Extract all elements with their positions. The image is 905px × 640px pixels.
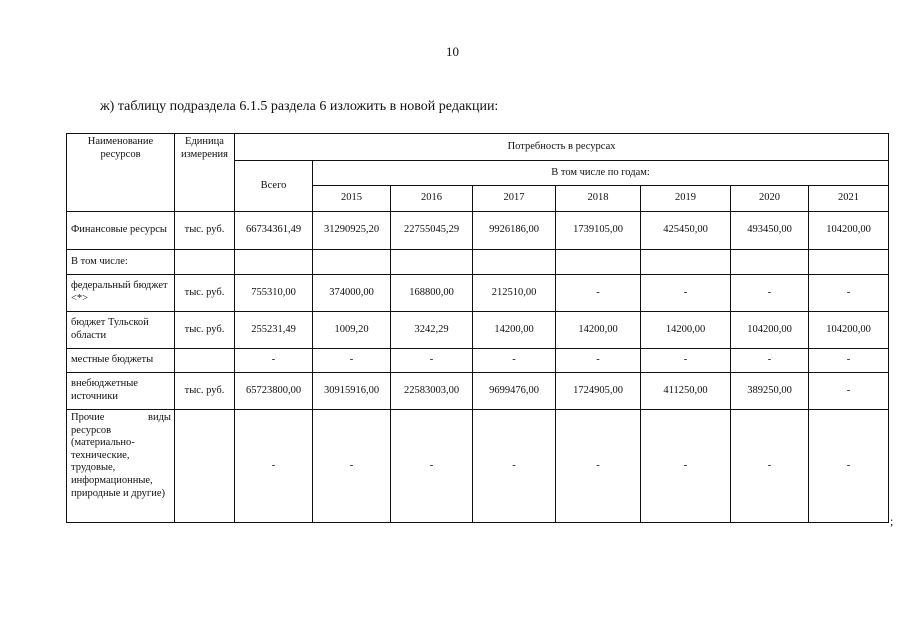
trailing-semicolon: ; (890, 514, 894, 528)
row-name: Прочие виды ресурсов (материально-технические, трудовые, информационные, природные и другие) (67, 410, 175, 523)
row-total: 255231,49 (235, 312, 313, 349)
row-value: - (556, 349, 641, 373)
row-total: 755310,00 (235, 275, 313, 312)
row-value: 30915916,00 (313, 373, 391, 410)
row-value: - (473, 410, 556, 523)
year-header: 2019 (641, 186, 731, 212)
year-header: 2018 (556, 186, 641, 212)
row-value: - (731, 349, 809, 373)
row-value: - (809, 275, 889, 312)
row-value: - (809, 349, 889, 373)
row-value: 212510,00 (473, 275, 556, 312)
row-unit: тыс. руб. (175, 373, 235, 410)
header-total: Всего (235, 161, 313, 212)
row-value: 493450,00 (731, 212, 809, 250)
row-unit: тыс. руб. (175, 212, 235, 250)
row-value: 9699476,00 (473, 373, 556, 410)
row-value: 1009,20 (313, 312, 391, 349)
year-header: 2017 (473, 186, 556, 212)
table-row (67, 250, 889, 275)
row-value: - (313, 410, 391, 523)
row-value (641, 250, 731, 275)
row-unit (175, 250, 235, 275)
table-row (67, 373, 889, 410)
row-value: 22755045,29 (391, 212, 473, 250)
row-value: 389250,00 (731, 373, 809, 410)
row-value: 104200,00 (809, 212, 889, 250)
row-value (473, 250, 556, 275)
resource-table (66, 133, 889, 523)
header-by-years: В том числе по годам: (313, 161, 889, 186)
row-value (809, 250, 889, 275)
page-number: 10 (446, 44, 459, 59)
row-unit (175, 410, 235, 523)
row-value (391, 250, 473, 275)
row-value: - (641, 275, 731, 312)
row-value: - (556, 410, 641, 523)
row-value: 104200,00 (809, 312, 889, 349)
row-total: 65723800,00 (235, 373, 313, 410)
row-value: - (313, 349, 391, 373)
row-value (556, 250, 641, 275)
year-header: 2020 (731, 186, 809, 212)
row-total (235, 250, 313, 275)
row-total: 66734361,49 (235, 212, 313, 250)
row-value (313, 250, 391, 275)
row-name: Финансовые ресурсы (67, 212, 175, 250)
row-value: 425450,00 (641, 212, 731, 250)
row-unit: тыс. руб. (175, 275, 235, 312)
row-value: 31290925,20 (313, 212, 391, 250)
row-value: - (731, 410, 809, 523)
table-row (67, 410, 889, 523)
table-row (67, 212, 889, 250)
row-value: - (641, 410, 731, 523)
row-value: 1739105,00 (556, 212, 641, 250)
row-value: 3242,29 (391, 312, 473, 349)
row-value: - (391, 410, 473, 523)
header-name: Наименование ресурсов (67, 134, 175, 212)
row-unit: тыс. руб. (175, 312, 235, 349)
header-need: Потребность в ресурсах (235, 134, 889, 161)
table-row (67, 275, 889, 312)
row-name: местные бюджеты (67, 349, 175, 373)
row-value: 14200,00 (641, 312, 731, 349)
year-header: 2015 (313, 186, 391, 212)
intro-text: ж) таблицу подраздела 6.1.5 раздела 6 изложить в новой редакции: (100, 99, 499, 114)
row-value: 14200,00 (556, 312, 641, 349)
row-value: 1724905,00 (556, 373, 641, 410)
row-value: - (641, 349, 731, 373)
header-unit: Единица измерения (175, 134, 235, 212)
row-value: 411250,00 (641, 373, 731, 410)
row-total: - (235, 349, 313, 373)
row-value: 9926186,00 (473, 212, 556, 250)
row-value: - (556, 275, 641, 312)
row-value: 104200,00 (731, 312, 809, 349)
row-total: - (235, 410, 313, 523)
row-value: - (473, 349, 556, 373)
row-value: - (391, 349, 473, 373)
row-name: внебюджетные источники (67, 373, 175, 410)
table-row (67, 349, 889, 373)
row-name: бюджет Тульской области (67, 312, 175, 349)
row-unit (175, 349, 235, 373)
row-value: - (809, 410, 889, 523)
row-name: В том числе: (67, 250, 175, 275)
table-row (67, 312, 889, 349)
year-header: 2021 (809, 186, 889, 212)
row-value: 22583003,00 (391, 373, 473, 410)
year-header: 2016 (391, 186, 473, 212)
row-value: 168800,00 (391, 275, 473, 312)
row-value: 14200,00 (473, 312, 556, 349)
row-value: - (731, 275, 809, 312)
row-name: федеральный бюджет <*> (67, 275, 175, 312)
row-value: - (809, 373, 889, 410)
row-value (731, 250, 809, 275)
row-value: 374000,00 (313, 275, 391, 312)
